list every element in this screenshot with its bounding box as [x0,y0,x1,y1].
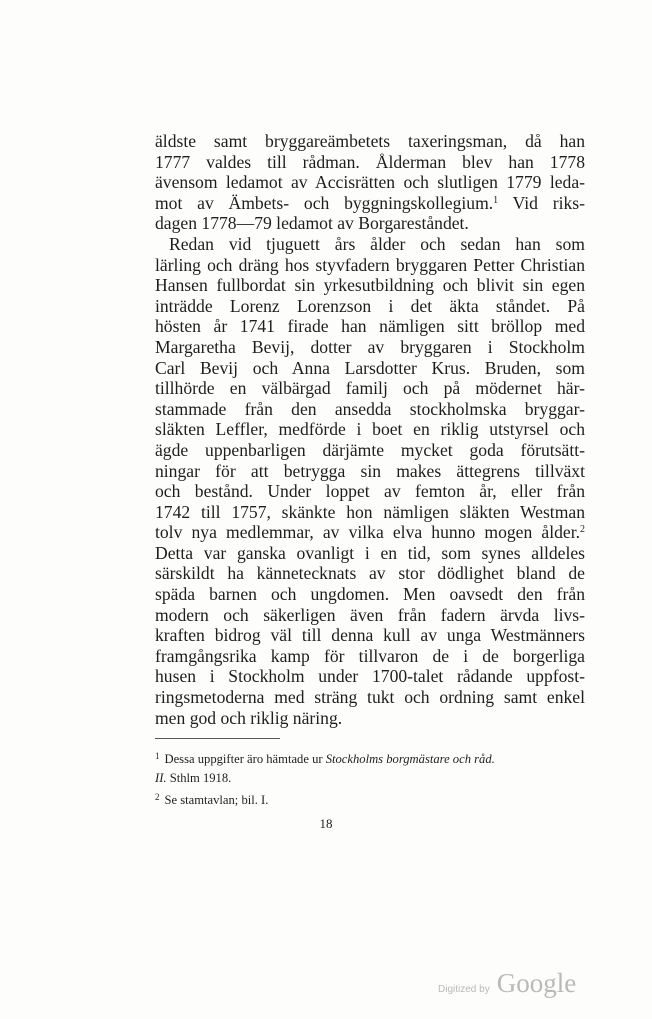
digitization-watermark [438,968,576,999]
footnote-marker: 1 [155,751,160,761]
footnote-1-continued [155,769,585,788]
text-line: dagen 1778—79 ledamot av Borgareståndet. [155,213,469,234]
text-line: Detta var ganska ovanligt i en tid, som synes alldeles [155,542,585,563]
google-logo: Google [496,968,577,998]
text-line: späda barnen och ungdomen. Men oavsedt den från [155,584,585,605]
footnote-1 [155,747,585,769]
watermark-prefix: Digitized by [438,984,490,995]
text-line: men god och riklig näring. [155,707,343,728]
text-line: husen i Stockholm under 1700-talet rådande uppfost- [155,666,585,687]
footnote-source-title: Stockholms borgmästare och råd. [325,752,495,766]
text-line: äldste samt bryggareämbetets taxeringsman, då han [155,131,585,151]
footnote-2 [155,788,585,810]
text-line: särskildt ha kännetecknats av stor dödlighet bland de [155,563,585,584]
text-line: modern och säkerligen även från fadern ärvda livs- [155,604,585,625]
text-line: Hansen fullbordat sin yrkesutbildning och blivit sin egen [155,275,585,296]
text-line: 1777 valdes till rådman. Ålderman blev han 1778 [155,151,585,172]
text-segment: mot av Ämbets- och byggningskollegium. [155,192,494,213]
text-line-with-ref [155,193,585,214]
main-text [155,131,585,728]
paragraph-start-line: Redan vid tjuguett års ålder och sedan han som [169,233,585,254]
text-line: kraften bidrog väl till denna kull av unga Westmänners [155,625,585,646]
footnotes [155,747,585,810]
text-line: tillhörde en välbärgad familj och på mödernet här- [155,378,585,399]
text-line: ringsmetoderna med sträng tukt och ordning samt enkel [155,687,585,708]
footnote-ref-1: 1 [493,194,499,206]
text-line-with-ref [155,522,585,543]
footnote-volume: II. [155,771,167,785]
footnote-divider [155,738,280,739]
text-line: lärling och dräng hos styvfadern bryggaren Petter Christian [155,254,585,275]
footnote-text: Dessa uppgifter äro hämtade ur [164,752,323,766]
text-line: och bestånd. Under loppet av femton år, eller från [155,481,585,502]
text-line: inträdde Lorenz Lorenzson i det äkta ståndet. På [155,295,585,316]
text-segment: tolv nya medlemmar, av vilka elva hunno mogen ålder. [155,522,580,543]
text-line: stammade från den ansedda stockholmska bryggar- [155,398,585,419]
page-number: 18 [319,816,333,831]
footnote-ref-2: 2 [580,524,585,536]
text-line: framgångsrika kamp för tillvaron de i de borgerliga [155,645,585,666]
text-line: hösten år 1741 firade han nämligen sitt bröllop med [155,316,585,337]
text-segment: Vid riks- [512,192,585,213]
text-line: Margaretha Bevij, dotter av bryggaren i Stockholm [155,336,585,357]
text-line: släkten Leffler, medförde i boet en riklig utstyrsel och [155,419,585,440]
footnote-marker: 2 [155,792,160,802]
text-line: ävensom ledamot av Accisrätten och slutligen 1779 leda- [155,172,585,193]
footnote-text: Se stamtavlan; bil. I. [164,793,269,807]
text-line: ägde uppenbarligen därjämte mycket goda förutsätt- [155,439,585,460]
text-line: 1742 till 1757, skänkte hon nämligen släkten Westman [155,501,585,522]
footnote-publication: Sthlm 1918. [169,771,232,785]
text-line: Carl Bevij och Anna Larsdotter Krus. Bruden, som [155,357,585,378]
text-line: ningar för att betrygga sin makes ättegrens tillväxt [155,460,585,481]
